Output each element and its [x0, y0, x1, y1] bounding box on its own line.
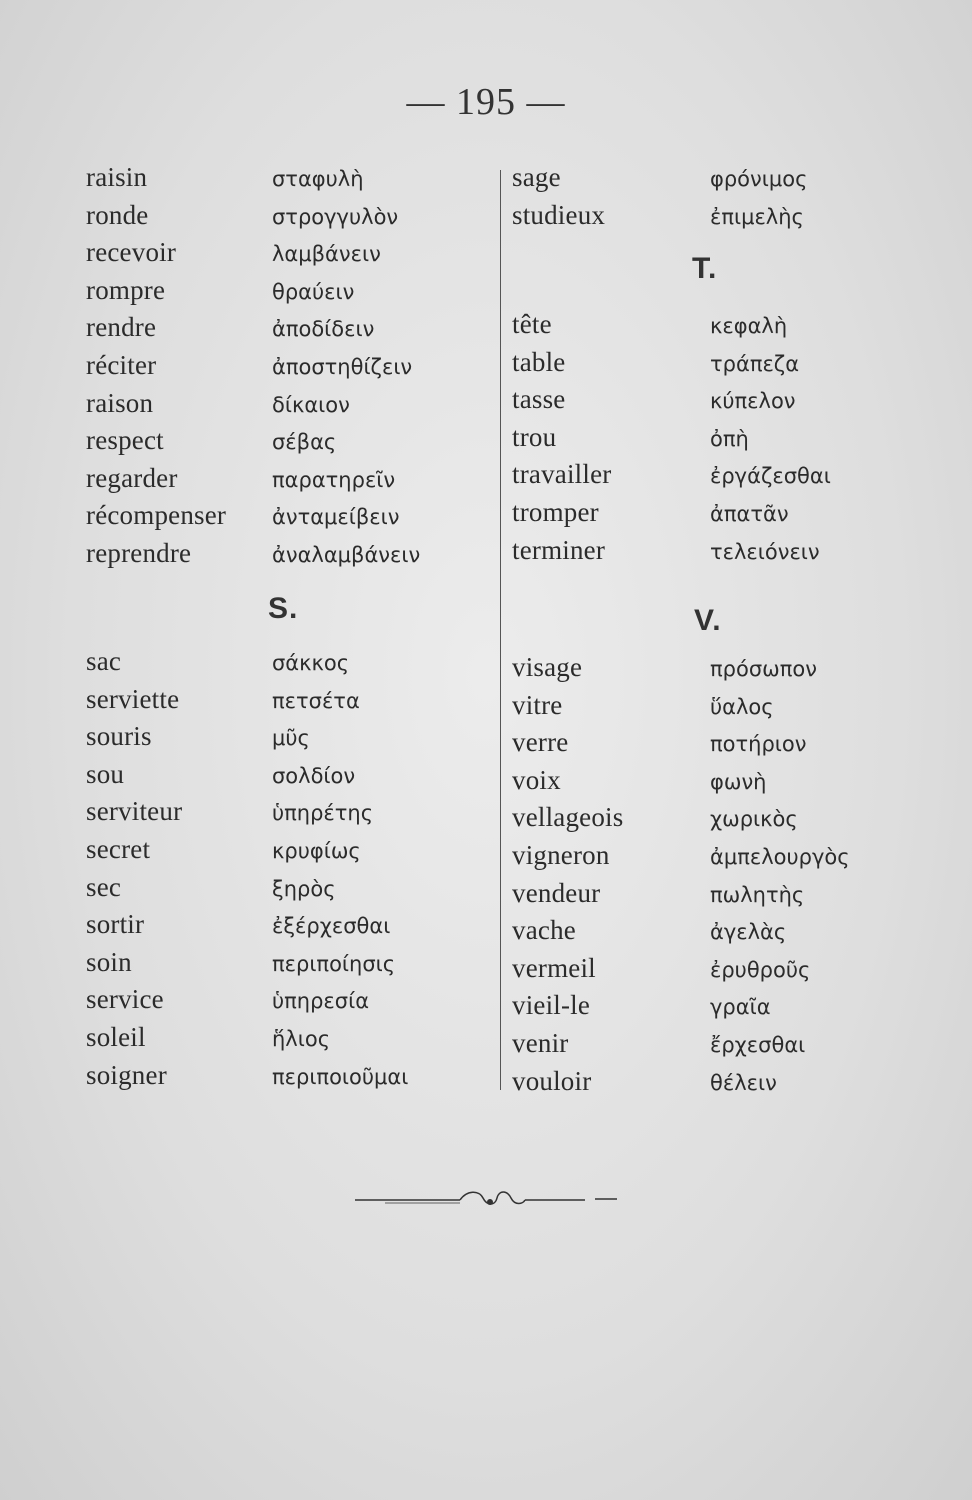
greek-word: ἐπιμελὴς — [710, 205, 804, 229]
french-word: vieil-le — [512, 990, 591, 1020]
greek-word: σταφυλὴ — [272, 167, 364, 191]
french-word: verre — [512, 727, 569, 757]
greek-word: ἀγελὰς — [710, 920, 787, 944]
greek-word: περιποιοῦμαι — [272, 1065, 409, 1089]
greek-word: ἥλιος — [272, 1027, 331, 1051]
french-word: recevoir — [86, 237, 177, 267]
greek-word: τελειόνειν — [710, 540, 820, 564]
greek-word: ξηρὸς — [272, 877, 336, 901]
greek-word: ποτήριον — [710, 732, 807, 756]
greek-word: στρογγυλὸν — [272, 205, 399, 229]
french-word: rendre — [86, 312, 157, 342]
french-word: tasse — [512, 384, 566, 414]
greek-word: θέλειν — [710, 1071, 777, 1095]
french-word: venir — [512, 1028, 569, 1058]
french-word: reprendre — [86, 538, 192, 568]
french-word: ronde — [86, 200, 149, 230]
french-word: soleil — [86, 1022, 146, 1052]
french-word: table — [512, 347, 566, 377]
french-word: regarder — [86, 463, 178, 493]
greek-word: ἐξέρχεσθαι — [272, 914, 391, 938]
greek-word: κρυφίως — [272, 839, 361, 863]
greek-word: ἔρχεσθαι — [710, 1033, 806, 1057]
french-word: vendeur — [512, 878, 601, 908]
greek-word: παρατηρεῖν — [272, 468, 396, 492]
greek-word: θραύειν — [272, 280, 355, 304]
french-word: réciter — [86, 350, 157, 380]
greek-word: φρόνιμος — [710, 167, 808, 191]
french-word: trou — [512, 422, 557, 452]
greek-word: γραῖα — [710, 995, 771, 1019]
french-word: tromper — [512, 497, 599, 527]
greek-word: ἀποδίδειν — [272, 317, 375, 341]
french-word: vellageois — [512, 802, 624, 832]
section-letter-s: S. — [268, 592, 299, 625]
greek-word: ἀμπελουργὸς — [710, 845, 850, 869]
french-word: serviette — [86, 684, 180, 714]
greek-word: ἀνταμείβειν — [272, 505, 400, 529]
greek-word: ἀπατᾶν — [710, 502, 789, 526]
french-word: visage — [512, 652, 583, 682]
french-word: soin — [86, 947, 132, 977]
greek-word: ἀποστηθίζειν — [272, 355, 413, 379]
french-word: vouloir — [512, 1066, 592, 1096]
greek-word: λαμβάνειν — [272, 242, 381, 266]
french-word: vitre — [512, 690, 563, 720]
french-word: serviteur — [86, 796, 183, 826]
french-word: travailler — [512, 459, 612, 489]
french-word: sou — [86, 759, 125, 789]
greek-word: ὀπὴ — [710, 427, 749, 451]
french-word: raison — [86, 388, 154, 418]
french-word: souris — [86, 721, 152, 751]
greek-word: τράπεζα — [710, 352, 800, 376]
greek-word: ἐρυθροῦς — [710, 958, 811, 982]
greek-word: σολδίον — [272, 764, 356, 788]
greek-word: πωλητὴς — [710, 883, 805, 907]
greek-word: σέβας — [272, 430, 337, 454]
end-ornament — [355, 1180, 625, 1220]
greek-word: ἐργάζεσθαι — [710, 464, 831, 488]
greek-word: ὕαλος — [710, 695, 774, 719]
greek-word: κεφαλὴ — [710, 314, 788, 338]
french-word: secret — [86, 834, 151, 864]
greek-word: πρόσωπον — [710, 657, 817, 681]
greek-word: ὑπηρεσία — [272, 989, 370, 1013]
french-word: sortir — [86, 909, 145, 939]
french-word: sec — [86, 872, 122, 902]
greek-word: δίκαιον — [272, 393, 350, 417]
french-word: respect — [86, 425, 164, 455]
french-word: sage — [512, 162, 561, 192]
greek-word: φωνὴ — [710, 770, 767, 794]
greek-word: χωρικὸς — [710, 807, 798, 831]
french-word: vache — [512, 915, 576, 945]
french-word: studieux — [512, 200, 606, 230]
french-word: vermeil — [512, 953, 596, 983]
french-word: terminer — [512, 535, 606, 565]
greek-word: ἀναλαμβάνειν — [272, 543, 421, 567]
french-word: vigneron — [512, 840, 610, 870]
greek-word: κύπελον — [710, 389, 796, 413]
greek-word: μῦς — [272, 726, 310, 750]
french-word: service — [86, 984, 164, 1014]
greek-word: πετσέτα — [272, 689, 360, 713]
french-word: soigner — [86, 1060, 167, 1090]
french-word: rompre — [86, 275, 166, 305]
greek-word: περιποίησις — [272, 952, 396, 976]
section-letter-t: T. — [692, 252, 718, 285]
column-divider — [500, 170, 501, 1090]
greek-word: σάκκος — [272, 651, 350, 675]
section-letter-v: V. — [694, 604, 722, 637]
french-word: sac — [86, 646, 122, 676]
french-word: récompenser — [86, 500, 227, 530]
french-word: tête — [512, 309, 552, 339]
greek-word: ὑπηρέτης — [272, 801, 374, 825]
page-number: — 195 — — [406, 81, 566, 123]
french-word: raisin — [86, 162, 148, 192]
french-word: voix — [512, 765, 561, 795]
